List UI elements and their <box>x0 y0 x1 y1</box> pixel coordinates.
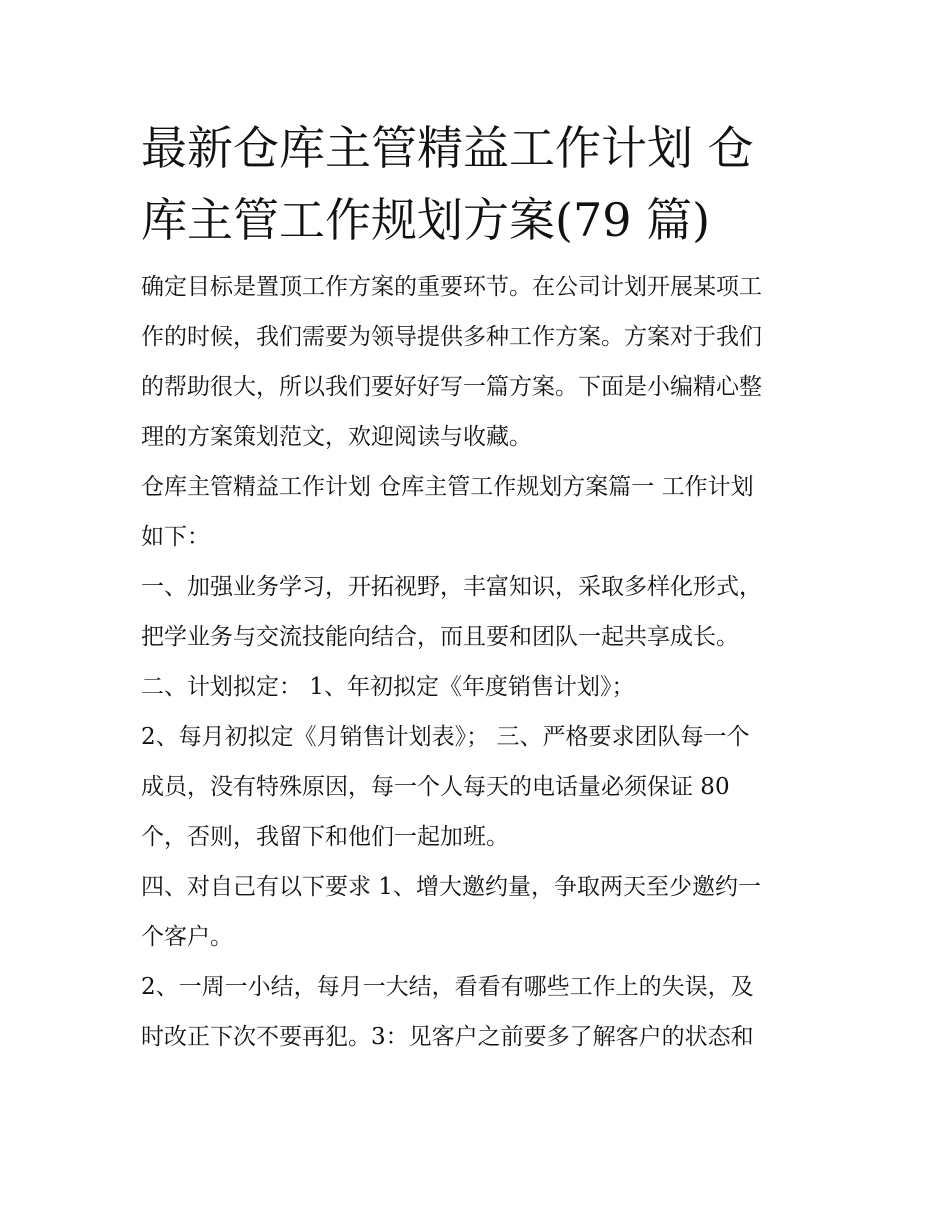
paragraph-line: 二、计划拟定： 1、年初拟定《年度销售计划》； <box>141 674 635 700</box>
paragraph-line: 时改正下次不要再犯。3：见客户之前要多了解客户的状态和 <box>141 1024 754 1050</box>
paragraph-line: 2、一周一小结，每月一大结，看看有哪些工作上的失误，及 <box>141 974 754 1000</box>
paragraph-item-5 <box>141 962 813 1062</box>
paragraph-line: 四、对自己有以下要求 1、增大邀约量，争取两天至少邀约一 <box>141 874 761 900</box>
paragraph-line: 一、加强业务学习，开拓视野，丰富知识，采取多样化形式， <box>141 574 762 600</box>
paragraph-intro <box>141 262 813 462</box>
paragraph-item-1 <box>141 562 813 662</box>
title-line-1: 最新仓库主管精益工作计划 仓 <box>141 121 754 175</box>
paragraph-line: 理的方案策划范文，欢迎阅读与收藏。 <box>141 424 532 450</box>
paragraph-line: 如下： <box>141 524 210 550</box>
paragraph-item-4 <box>141 862 813 962</box>
paragraph-line: 个，否则，我留下和他们一起加班。 <box>141 824 509 850</box>
title-line-2 <box>141 184 813 256</box>
paragraph-line: 个客户。 <box>141 924 233 950</box>
paragraph-line: 的帮助很大，所以我们要好好写一篇方案。下面是小编精心整 <box>141 374 762 400</box>
paragraph-line: 把学业务与交流技能向结合，而且要和团队一起共享成长。 <box>141 624 739 650</box>
paragraph-item-3 <box>141 712 813 862</box>
document-title <box>141 112 813 256</box>
paragraph-line: 仓库主管精益工作计划 仓库主管工作规划方案篇一 工作计划 <box>141 474 754 500</box>
title-line-2-text: 库主管工作规划方案(79 篇) <box>141 193 711 247</box>
paragraph-line: 2、每月初拟定《月销售计划表》； 三、严格要求团队每一个 <box>141 724 750 750</box>
paragraph-line: 作的时候，我们需要为领导提供多种工作方案。方案对于我们 <box>141 324 762 350</box>
document-body <box>141 112 813 1062</box>
paragraph-item-2 <box>141 662 813 712</box>
paragraph-line: 成员，没有特殊原因，每一个人每天的电话量必须保证 80 <box>141 774 730 800</box>
paragraph-section-heading <box>141 462 813 562</box>
paragraph-line: 确定目标是置顶工作方案的重要环节。在公司计划开展某项工 <box>141 274 762 300</box>
